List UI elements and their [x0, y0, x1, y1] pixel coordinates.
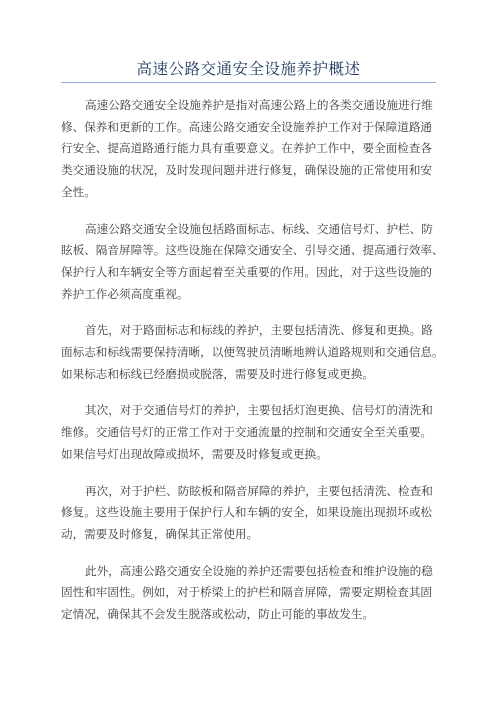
paragraph-line: 眩板、隔音屏障等。这些设施在保障交通安全、引导交通、提高通行效率、 [61, 243, 444, 258]
paragraph-line: 动，需要及时修复，确保其正常使用。 [61, 526, 259, 541]
paragraph-line: 修、保养和更新的工作。高速公路交通安全设施养护工作对于保障道路通 [61, 119, 433, 134]
paragraph-line: 高速公路交通安全设施包括路面标志、标线、交通信号灯、护栏、防 [85, 221, 433, 236]
paragraph-4 [61, 400, 436, 465]
paragraph-line: 定情况，确保其不会发生脱落或松动，防止可能的事故发生。 [61, 607, 375, 622]
paragraph-line: 维修。交通信号灯的正常工作对于交通流量的控制和交通安全至关重要。 [61, 425, 433, 440]
paragraph-line: 其次，对于交通信号灯的养护，主要包括灯泡更换、信号灯的清洗和 [85, 403, 433, 418]
title-underline [61, 82, 436, 83]
paragraph-6 [61, 561, 436, 626]
paragraph-line: 高速公路交通安全设施养护是指对高速公路上的各类交通设施进行维 [85, 98, 433, 112]
paragraph-line: 面标志和标线需要保持清晰，以便驾驶员清晰地辨认道路规则和交通信息。 [61, 345, 444, 360]
paragraph-line: 如果标志和标线已经磨损或脱落，需要及时进行修复或更换。 [61, 366, 375, 381]
paragraph-line: 此外，高速公路交通安全设施的养护还需要包括检查和维护设施的稳 [85, 563, 433, 578]
paragraph-3 [61, 320, 444, 385]
paragraph-line: 行安全、提高道路通行能力具有重要意义。在养护工作中，要全面检查各 [61, 141, 433, 156]
paragraph-line: 固性和牢固性。例如，对于桥梁上的护栏和隔音屏障，需要定期检查其固 [61, 585, 433, 600]
paragraph-line: 如果信号灯出现故障或损坏，需要及时修复或更换。 [61, 446, 328, 461]
paragraph-line: 养护工作必须高度重视。 [61, 286, 189, 301]
paragraph-1 [61, 95, 436, 204]
paragraph-line: 再次，对于护栏、防眩板和隔音屏障的养护，主要包括清洗、检查和 [85, 483, 433, 498]
paragraph-line: 首先，对于路面标志和标线的养护，主要包括清洗、修复和更换。路 [85, 323, 433, 338]
paragraph-line: 修复。这些设施主要用于保护行人和车辆的安全，如果设施出现损坏或松 [61, 505, 433, 520]
paragraph-line: 类交通设施的状况，及时发现问题并进行修复，确保设施的正常使用和安 [61, 163, 433, 178]
document-title: 高速公路交通安全设施养护概述 [136, 60, 361, 78]
paragraph-line: 全性。 [61, 184, 96, 199]
paragraph-line: 保护行人和车辆安全等方面起着至关重要的作用。因此，对于这些设施的 [61, 264, 433, 279]
paragraph-2 [61, 219, 444, 306]
paragraph-5 [61, 481, 436, 546]
